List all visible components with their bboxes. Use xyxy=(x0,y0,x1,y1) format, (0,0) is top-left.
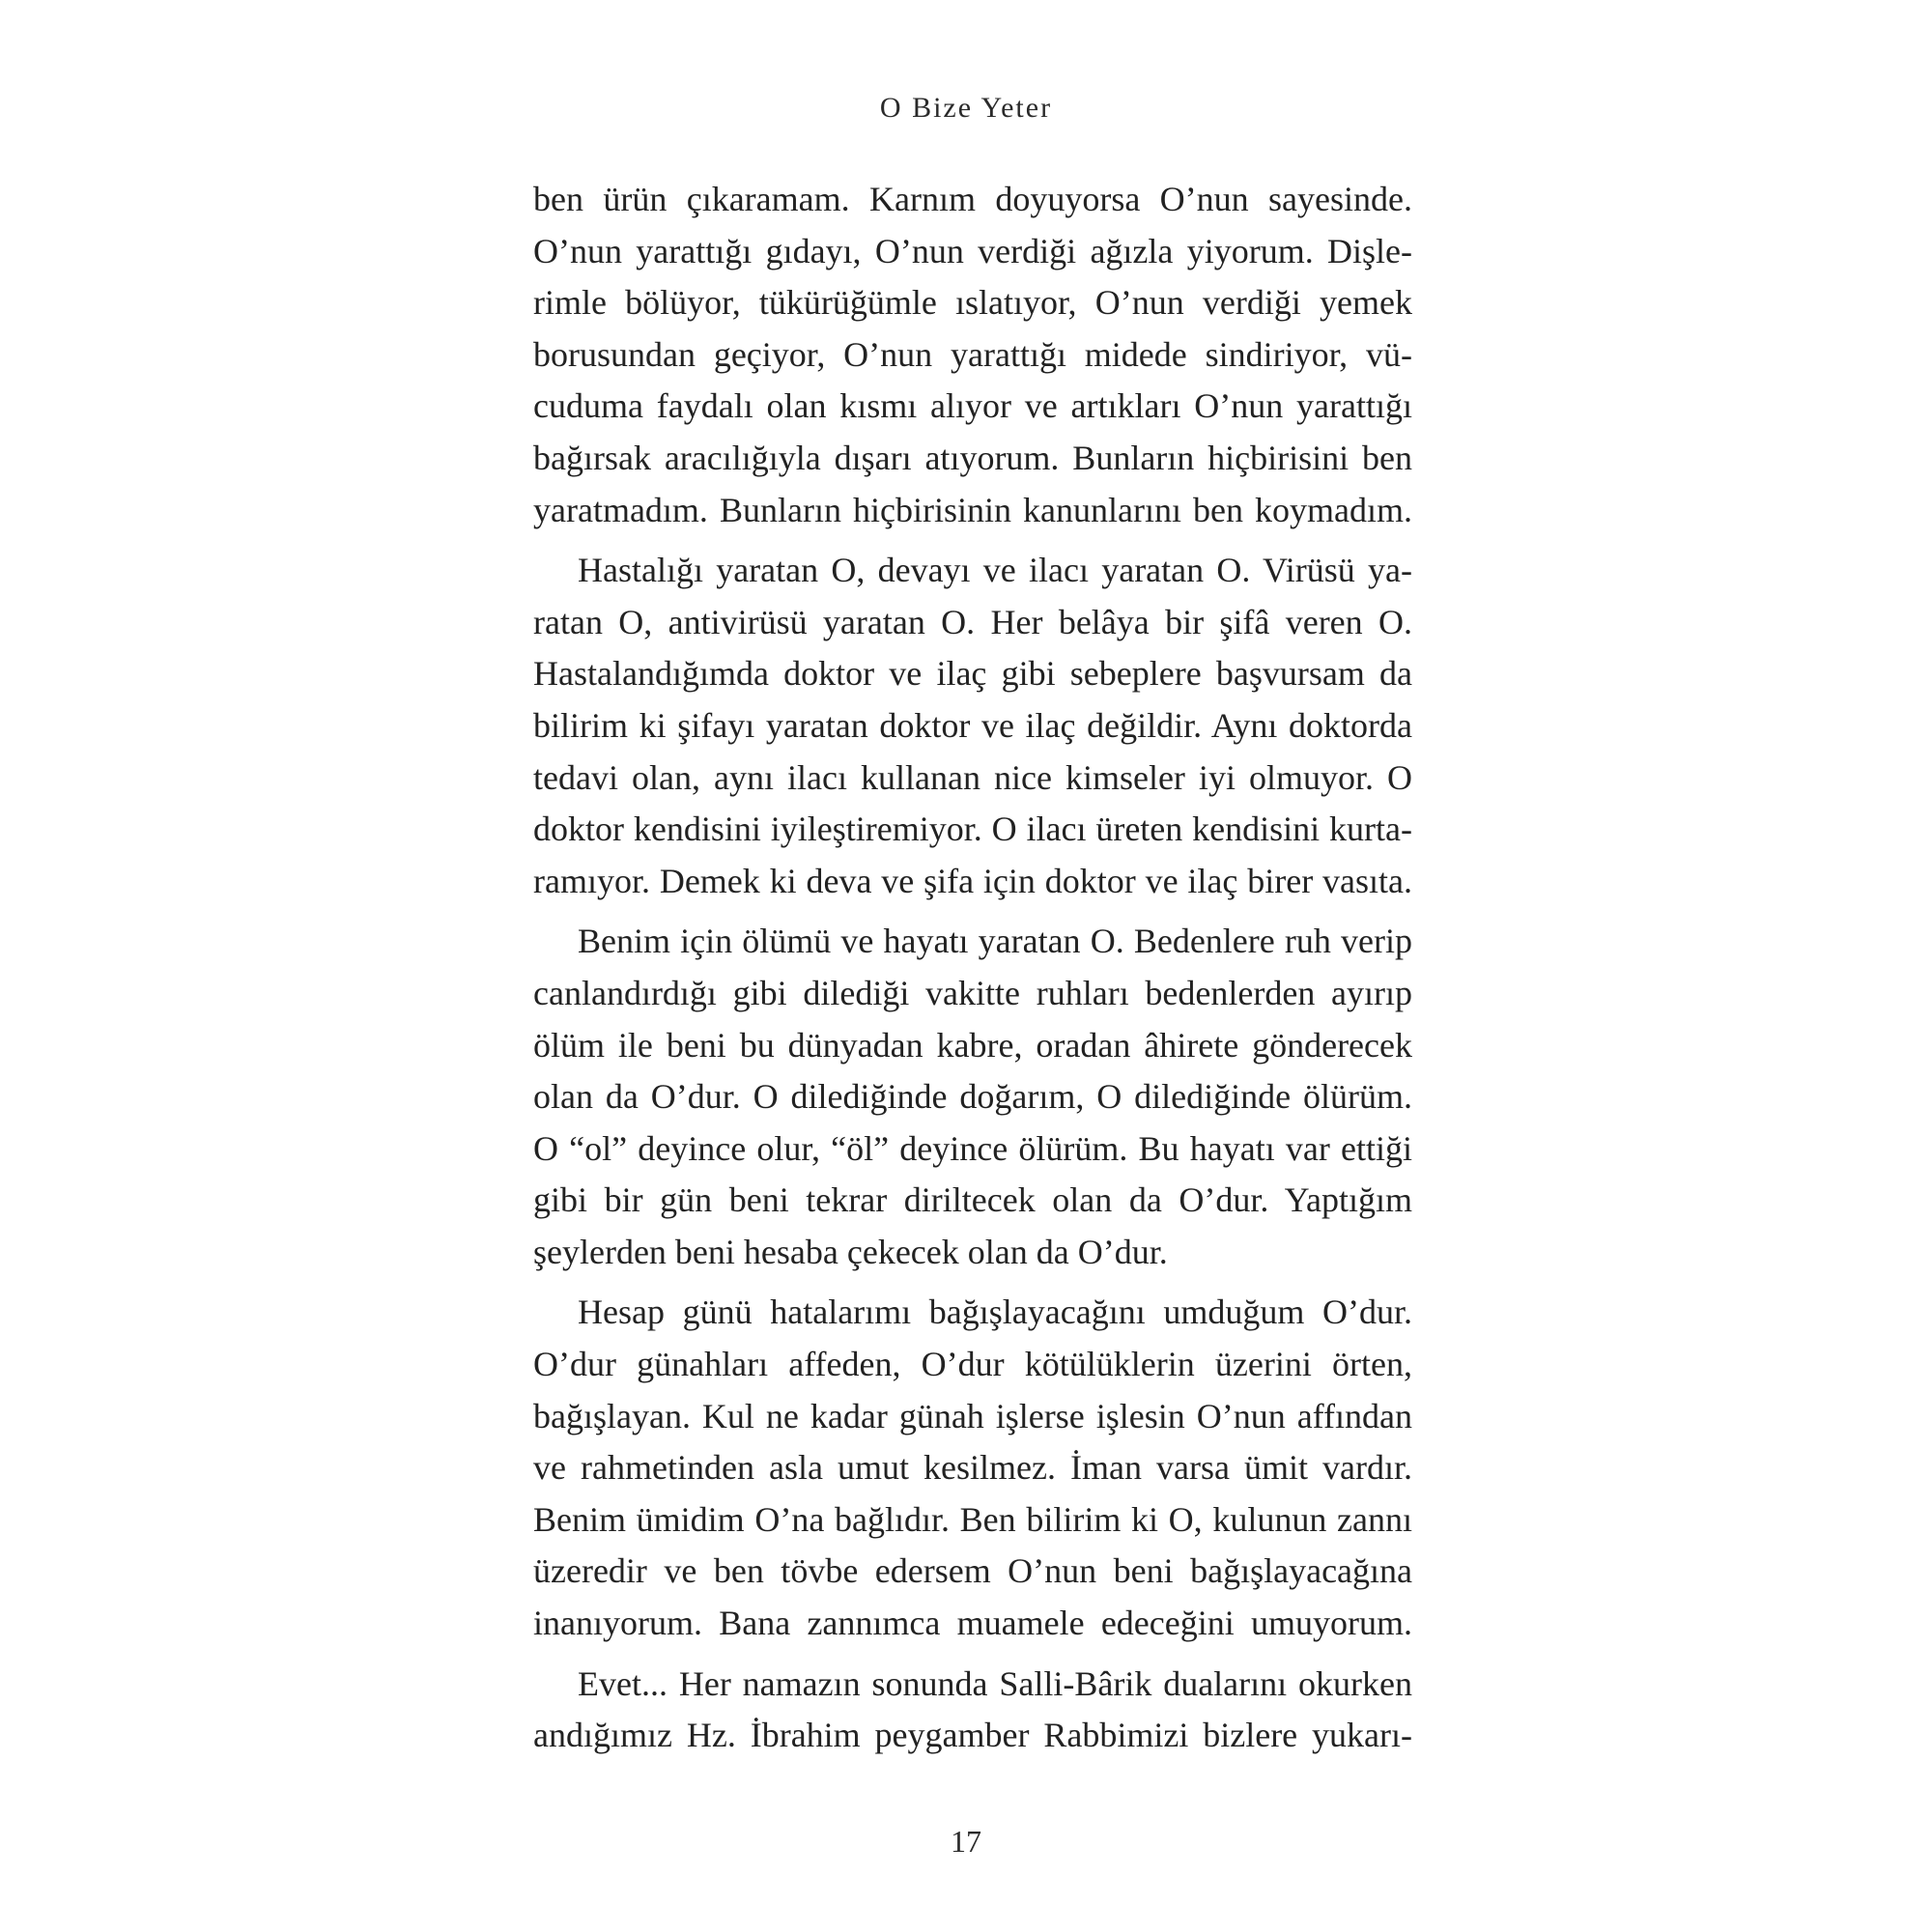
text-line: ratan O, antivirüsü yaratan O. Her belâya bir şifâ veren O. xyxy=(533,602,1412,641)
page-number: 17 xyxy=(951,1824,981,1859)
text-line: tedavi olan, aynı ilacı kullanan nice kimseler iyi olmuyor. O xyxy=(533,757,1412,797)
text-line: O’nun yarattığı gıdayı, O’nun verdiği ağızla yiyorum. Dişle- xyxy=(533,231,1412,270)
paragraph-5 xyxy=(533,1659,1412,1762)
text-line: Hastalığı yaratan O, devayı ve ilacı yaratan O. Virüsü ya- xyxy=(578,551,1412,590)
text-line: yaratmadım. Bunların hiçbirisinin kanunlarını ben koymadım. xyxy=(533,490,1412,529)
paragraph-2 xyxy=(533,545,1412,907)
text-line: bağışlayan. Kul ne kadar günah işlerse işlesin O’nun affından xyxy=(533,1396,1412,1435)
text-line: ve rahmetinden asla umut kesilmez. İman varsa ümit vardır. xyxy=(533,1448,1412,1488)
text-line: canlandırdığı gibi dilediği vakitte ruhları bedenlerden ayırıp xyxy=(533,973,1412,1012)
paragraph-3 xyxy=(533,916,1412,1278)
text-line: rimle bölüyor, tükürüğümle ıslatıyor, O’nun verdiği yemek xyxy=(533,283,1412,323)
paragraph-1 xyxy=(533,174,1412,536)
text-line: Hastalandığımda doktor ve ilaç gibi sebeplere başvursam da xyxy=(533,654,1412,694)
text-line: Benim ümidim O’na bağlıdır. Ben bilirim ki O, kulunun zannı xyxy=(533,1499,1412,1539)
text-line: O “ol” deyince olur, “öl” deyince ölürüm. Bu hayatı var ettiği xyxy=(533,1128,1412,1168)
text-line: ölüm ile beni bu dünyadan kabre, oradan âhirete gönderecek xyxy=(533,1025,1412,1065)
text-line: doktor kendisini iyileştiremiyor. O ilacı üreten kendisini kurta- xyxy=(533,810,1412,849)
text-line: cuduma faydalı olan kısmı alıyor ve artıkları O’nun yarattığı xyxy=(533,386,1412,426)
body-text xyxy=(533,174,1412,1771)
text-line: Evet... Her namazın sonunda Salli-Bârik dualarını okurken xyxy=(578,1663,1412,1703)
text-line: inanıyorum. Bana zannımca muamele edeceğini umuyorum. xyxy=(533,1604,1412,1643)
text-line: andığımız Hz. İbrahim peygamber Rabbimizi bizlere yukarı- xyxy=(533,1716,1412,1755)
text-line: Benim için ölümü ve hayatı yaratan O. Bedenlere ruh verip xyxy=(578,922,1412,961)
text-line: Hesap günü hatalarımı bağışlayacağını umduğum O’dur. xyxy=(578,1293,1412,1332)
text-line: bilirim ki şifayı yaratan doktor ve ilaç değildir. Aynı doktorda xyxy=(533,705,1412,745)
text-line: üzeredir ve ben tövbe edersem O’nun beni bağışlayacağına xyxy=(533,1551,1412,1591)
text-line: O’dur günahları affeden, O’dur kötülüklerin üzerini örten, xyxy=(533,1345,1412,1384)
text-line: bağırsak aracılığıyla dışarı atıyorum. Bunların hiçbirisini ben xyxy=(533,438,1412,477)
text-line: borusundan geçiyor, O’nun yarattığı midede sindiriyor, vü- xyxy=(533,334,1412,374)
text-line: ben ürün çıkaramam. Karnım doyuyorsa O’nun sayesinde. xyxy=(533,180,1412,218)
paragraph-4 xyxy=(533,1287,1412,1649)
text-line: olan da O’dur. O dilediğinde doğarım, O dilediğinde ölürüm. xyxy=(533,1077,1412,1117)
text-line: şeylerden beni hesaba çekecek olan da O’dur. xyxy=(533,1232,1168,1271)
text-line: ramıyor. Demek ki deva ve şifa için doktor ve ilaç birer vasıta. xyxy=(533,861,1412,900)
running-header: O Bize Yeter xyxy=(879,92,1053,124)
text-line: gibi bir gün beni tekrar diriltecek olan da O’dur. Yaptığım xyxy=(533,1180,1412,1220)
